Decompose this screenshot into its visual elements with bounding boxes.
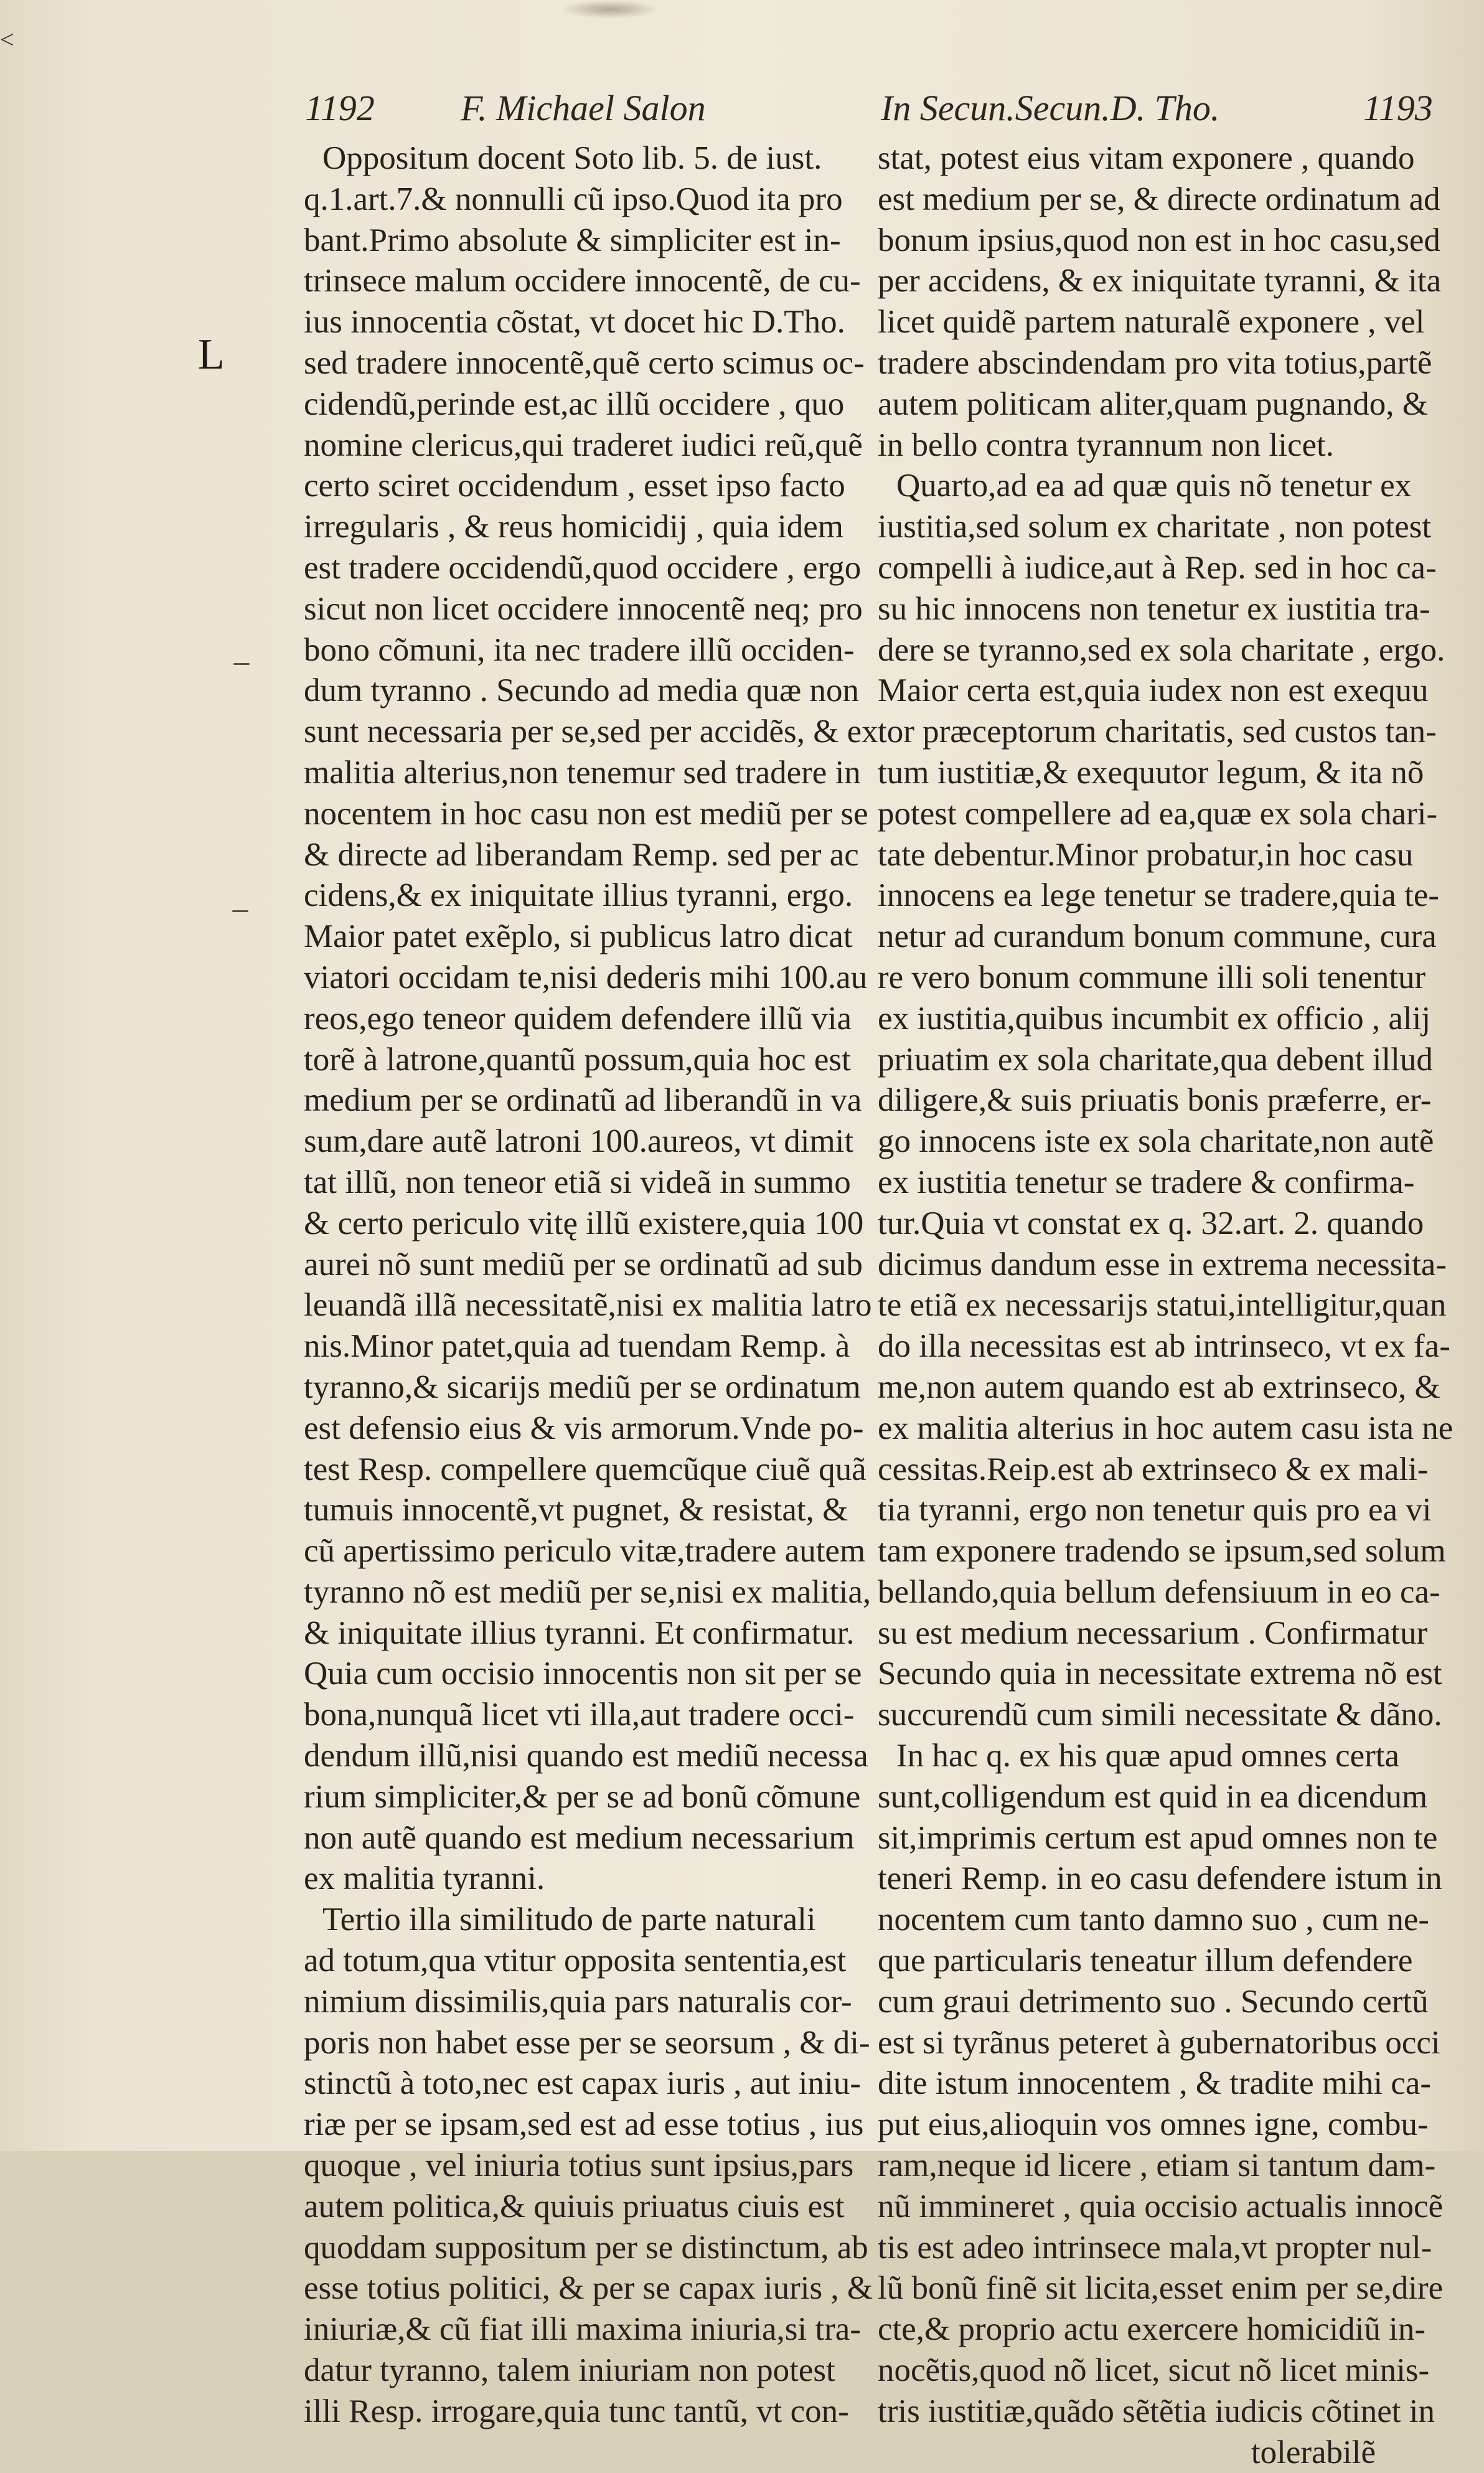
text-line: priuatim ex sola charitate,qua debent illud [878,1041,1433,1078]
text-line: cum graui detrimento suo . Secundo certũ [878,1983,1429,2020]
text-line: cidendũ,perinde est,ac illũ occidere , quo [304,385,845,422]
text-line: tyranno nõ est mediũ per se,nisi ex malitia, [304,1573,871,1610]
text-line: illi Resp. irrogare,quia tunc tantũ, vt con- [304,2393,849,2429]
text-line: sum,dare autẽ latroni 100.aureos, vt dimit [304,1123,854,1160]
text-line: su hic innocens non tenetur ex iustitia tra- [878,590,1430,627]
text-line: lũ bonũ finẽ sit licita,esset enim per se,dire [878,2270,1444,2307]
binding-shadow [560,0,660,19]
text-line: Quia cum occisio innocentis non sit per se [304,1656,862,1692]
text-line: put eius,alioquin vos omnes igne, combu- [878,2106,1429,2143]
text-line: te etiã ex necessarijs statui,intelligitur,quan [878,1287,1447,1324]
right-running-head: In Secun.Secun.D. Tho. [881,88,1220,128]
left-page-number: 1192 [305,88,375,128]
text-line: torẽ à latrone,quantũ possum,quia hoc est [304,1041,851,1078]
text-line: bono cõmuni, ita nec tradere illũ occiden- [304,631,855,668]
corner-mark: < [0,26,14,54]
text-line: leuandã illã necessitatẽ,nisi ex malitia latro [304,1287,872,1324]
text-line: dere se tyranno,sed ex sola charitate , ergo. [878,631,1445,668]
text-line: In hac q. ex his quæ apud omnes certa [896,1738,1400,1774]
text-line: datur tyranno, talem iniuriam non potest [304,2352,835,2389]
text-line: me,non autem quando est ab extrinseco, & [878,1368,1440,1405]
text-line: sed tradere innocentẽ,quẽ certo scimus oc- [304,344,865,381]
text-line: esse totius politici, & per se capax iuris , & [304,2270,873,2307]
text-line: est tradere occidendũ,quod occidere , ergo [304,549,862,586]
text-line: su est medium necessarium . Confirmatur [878,1614,1428,1651]
text-line: go innocens iste ex sola charitate,non autẽ [878,1123,1434,1160]
text-line: cte,& proprio actu exercere homicidiũ in- [878,2311,1426,2348]
text-line: reos,ego teneor quidem defendere illũ via [304,1000,852,1037]
text-line: potest compellere ad ea,quæ ex sola chari- [878,795,1438,832]
text-line: per accidens, & ex iniquitate tyranni, & ita [878,263,1442,299]
text-line: diligere,& suis priuatis bonis præferre, er- [878,1082,1432,1119]
text-line: tradere abscindendam pro vita totius,partẽ [878,344,1432,381]
text-line: ex malitia alterius in hoc autem casu ista ne [878,1410,1453,1446]
text-line: tum iustitiæ,& exequutor legum, & ita nõ [878,754,1424,791]
text-line: do illa necessitas est ab intrinseco, vt ex fa- [878,1328,1450,1365]
text-line: cidens,& ex iniquitate illius tyranni, ergo. [304,877,853,914]
text-line: in bello contra tyrannum non licet. [878,426,1334,463]
text-line: sit,imprimis certum est apud omnes non te [878,1819,1438,1856]
text-line: & certo periculo vitę illũ existere,quia 100 [304,1205,864,1241]
right-page-number: 1193 [1363,88,1433,128]
text-line: viatori occidam te,nisi dederis mihi 100.au [304,959,868,996]
text-line: tumuis innocentẽ,vt pugnet, & resistat, & [304,1492,848,1529]
text-line: stinctũ à toto,nec est capax iuris , aut iniu- [304,2065,861,2102]
text-line: succurendũ cum simili necessitate & dãno. [878,1697,1442,1733]
text-line: dicimus dandum esse in extrema necessita- [878,1246,1447,1283]
text-line: netur ad curandum bonum commune, cura [878,918,1437,955]
text-line: re vero bonum commune illi soli tenentur [878,959,1426,996]
text-line: tur.Quia vt constat ex q. 32.art. 2. quando [878,1205,1424,1241]
text-line: & directe ad liberandam Remp. sed per ac [304,836,859,873]
text-line: Secundo quia in necessitate extrema nõ est [878,1656,1442,1692]
text-line: licet quidẽ partem naturalẽ exponere , vel [878,304,1425,341]
text-line: Maior certa est,quia iudex non est exequu [878,672,1429,709]
text-line: ex iustitia tenetur se tradere & confirma- [878,1164,1415,1200]
right-text-column [878,138,1453,2473]
text-line: poris non habet esse per se seorsum , & di- [304,2024,870,2061]
text-line: q.1.art.7.& nonnulli cũ ipso.Quod ita pro [304,181,843,217]
text-line: cũ apertissimo periculo vitæ,tradere autem [304,1533,866,1570]
text-line: ram,neque id licere , etiam si tantum dam- [878,2147,1436,2184]
text-line: nocentem in hoc casu non est mediũ per se [304,795,868,832]
text-line: irregularis , & reus homicidij , quia idem [304,509,843,545]
running-header [0,75,1484,131]
text-line: quoddam suppositum per se distinctum, ab [304,2229,868,2266]
text-line: ius innocentia cõstat, vt docet hic D.Tho. [304,304,845,341]
text-line: autem politica,& quiuis priuatus ciuis est [304,2188,845,2225]
text-line: bellando,quia bellum defensiuum in eo ca- [878,1573,1440,1610]
text-line: autem politicam aliter,quam pugnando, & [878,385,1428,422]
text-line: nimium dissimilis,quia pars naturalis cor- [304,1983,852,2020]
text-line: sunt,colligendum est quid in ea dicendum [878,1778,1428,1815]
text-line: Quarto,ad ea ad quæ quis nõ tenetur ex [896,468,1412,504]
text-line: tate debentur.Minor probatur,in hoc casu [878,836,1414,873]
text-line: dum tyranno . Secundo ad media quæ non [304,672,860,709]
text-line: bant.Primo absolute & simpliciter est in- [304,222,841,258]
text-line: teneri Remp. in eo casu defendere istum in [878,1860,1442,1897]
text-line: tia tyranni, ergo non tenetur quis pro ea vi [878,1492,1432,1529]
text-line: nocentem cum tanto damno suo , cum ne- [878,1901,1430,1938]
text-line: est defensio eius & vis armorum.Vnde po- [304,1410,864,1446]
text-line: iustitia,sed solum ex charitate , non potest [878,509,1432,545]
text-line: malitia alterius,non tenemur sed tradere in [304,754,861,791]
margin-dash [232,910,248,912]
text-line: non autẽ quando est medium necessarium [304,1819,855,1856]
text-line: certo sciret occidendum , esset ipso facto [304,468,845,504]
text-line: que particularis teneatur illum defendere [878,1943,1413,1979]
text-line: tyranno,& sicarijs mediũ per se ordinatum [304,1368,861,1405]
margin-dash [233,663,250,665]
text-line: test Resp. compellere quemcũque ciuẽ quã [304,1451,866,1487]
left-text-column [304,138,878,2433]
text-line: est medium per se, & directe ordinatum ad [878,181,1440,217]
text-line: tam exponere tradendo se ipsum,sed solum [878,1533,1446,1570]
text-line: est si tyrãnus peteret à gubernatoribus occi [878,2024,1440,2061]
text-line: innocens ea lege tenetur se tradere,quia te- [878,877,1440,914]
text-line: medium per se ordinatũ ad liberandũ in va [304,1082,862,1119]
text-line: dite istum innocentem , & tradite mihi ca- [878,2065,1431,2102]
text-line: quoque , vel iniuria totius sunt ipsius,pars [304,2147,854,2184]
text-line: iniuriæ,& cũ fiat illi maxima iniuria,si tra- [304,2311,861,2348]
text-line: tolerabilẽ [1251,2434,1376,2471]
text-line: sicut non licet occidere innocentẽ neq; pro [304,590,863,627]
text-line: bonum ipsius,quod non est in hoc casu,sed [878,222,1440,258]
text-line: ad totum,qua vtitur opposita sententia,est [304,1943,847,1979]
text-line: compelli à iudice,aut à Rep. sed in hoc ca- [878,549,1437,586]
text-line: nis.Minor patet,quia ad tuendam Remp. à [304,1328,850,1365]
text-line: bona,nunquã licet vti illa,aut tradere occi- [304,1697,855,1733]
text-line: stat, potest eius vitam exponere , quando [878,140,1415,176]
text-line: tor præceptorum charitatis, sed custos tan- [878,714,1437,750]
text-line: Tertio illa similitudo de parte naturali [322,1901,816,1938]
text-line: nũ immineret , quia occisio actualis innocẽ [878,2188,1444,2225]
text-line: dendum illũ,nisi quando est mediũ necessa [304,1738,868,1774]
text-line: sunt necessaria per se,sed per accidẽs, & ex [304,714,878,750]
text-line: cessitas.Reip.est ab extrinseco & ex mali- [878,1451,1429,1487]
text-line: aurei nõ sunt mediũ per se ordinatũ ad sub [304,1246,863,1283]
text-line: & iniquitate illius tyranni. Et confirmatur. [304,1614,855,1651]
text-line: Oppositum docent Soto lib. 5. de iust. [322,140,822,176]
text-line: tat illũ, non teneor etiã si videã in summo [304,1164,851,1200]
text-line: trinsece malum occidere innocentẽ, de cu- [304,263,861,299]
margin-bracket-mark: L [198,331,225,379]
text-line: nomine clericus,qui traderet iudici reũ,quẽ [304,426,863,463]
left-running-head: F. Michael Salon [461,88,706,128]
text-line: Maior patet exẽplo, si publicus latro dicat [304,918,853,955]
text-line: ex malitia tyranni. [304,1860,545,1897]
text-line: riæ per se ipsam,sed est ad esse totius , ius [304,2106,864,2143]
text-line: nocẽtis,quod nõ licet, sicut nõ licet minis- [878,2352,1430,2389]
text-line: rium simpliciter,& per se ad bonũ cõmune [304,1778,861,1815]
text-line: tris iustitiæ,quãdo sẽtẽtia iudicis cõtinet in [878,2393,1435,2429]
text-line: ex iustitia,quibus incumbit ex officio , alij [878,1000,1431,1037]
text-line: tis est adeo intrinsece mala,vt propter nul- [878,2229,1432,2266]
